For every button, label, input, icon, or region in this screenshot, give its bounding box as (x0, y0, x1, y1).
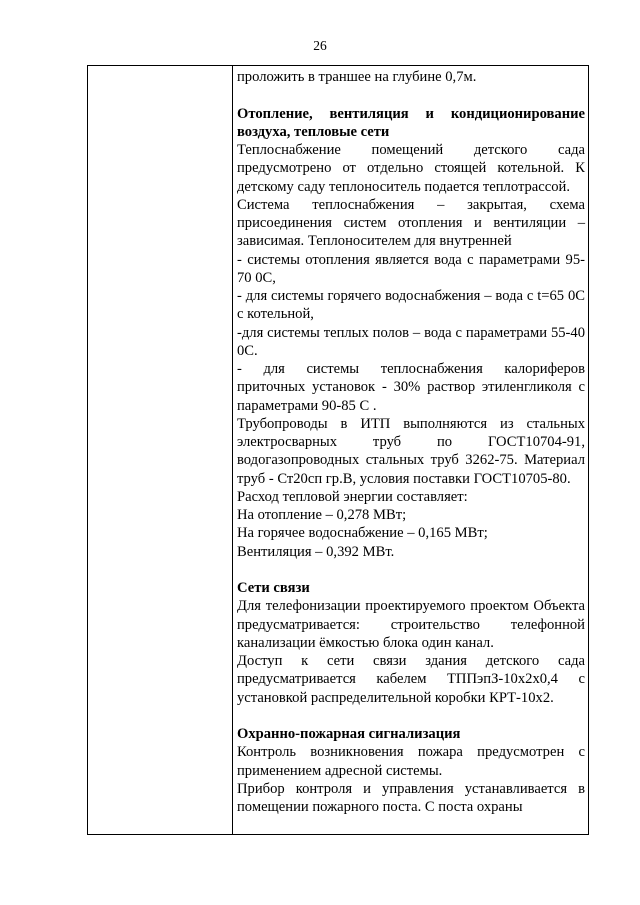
paragraph: -для системы теплых полов – вода с параметрами 55-40 0С. (237, 324, 585, 359)
paragraph: - для системы горячего водоснабжения – вода с t=65 0С с котельной, (237, 288, 585, 323)
paragraph: Вентиляция – 0,392 МВт. (237, 543, 395, 560)
document-table (87, 65, 589, 835)
paragraph: На отопление – 0,278 МВт; (237, 507, 407, 523)
paragraph: Контроль возникновения пожара предусмотрен с применением адресной системы. (237, 744, 585, 779)
paragraph: На горячее водоснабжение – 0,165 МВт; (237, 525, 488, 542)
paragraph-spacer (237, 707, 585, 725)
paragraph: - для системы теплоснабжения калориферов приточных установок - 30% раствор этиленгликоля с параметрами 90-85 С . (237, 361, 585, 414)
paragraph: Для телефонизации проектируемого проектом Объекта предусматривается: строительство телефонной канализации ёмкостью блока один канал. (237, 598, 585, 651)
paragraph: Доступ к сети связи здания детского сада предусматривается кабелем ТППэпЗ-10х2х0,4 с установкой распределительной коробки КРТ-10х2. (237, 653, 585, 706)
paragraph: проложить в траншее на глубине 0,7м. (237, 69, 477, 85)
section-heading: Отопление, вентиляция и кондиционирование воздуха, тепловые сети (237, 105, 585, 140)
paragraph: Теплоснабжение помещений детского сада предусмотрено от отдельно стоящей котельной. К детскому саду теплоноситель подается теплотрассой. (237, 142, 585, 195)
paragraph-spacer (237, 86, 585, 104)
table-content-cell (237, 66, 585, 816)
paragraph-spacer (237, 561, 585, 579)
section-heading: Сети связи (237, 580, 310, 596)
section-heading: Охранно-пожарная сигнализация (237, 726, 461, 742)
paragraph: - системы отопления является вода с параметрами 95-70 0С, (237, 251, 585, 286)
paragraph: Прибор контроля и управления устанавливается в помещении пожарного поста. С поста охраны (237, 780, 585, 815)
page-number: 26 (313, 38, 327, 53)
paragraph: Трубопроводы в ИТП выполняются из стальных электросварных труб по ГОСТ10704-91, водогазопроводных стальных труб 3262-75. Материал труб - Ст20сп гр.В, условия поставки ГОСТ10705-80. (237, 415, 585, 487)
table-left-cell (88, 66, 233, 834)
paragraph: Расход тепловой энергии составляет: (237, 488, 468, 505)
paragraph: Система теплоснабжения – закрытая, схема присоединения систем отопления и вентиляции – зависимая. Теплоносителем для внутренней (237, 196, 585, 250)
